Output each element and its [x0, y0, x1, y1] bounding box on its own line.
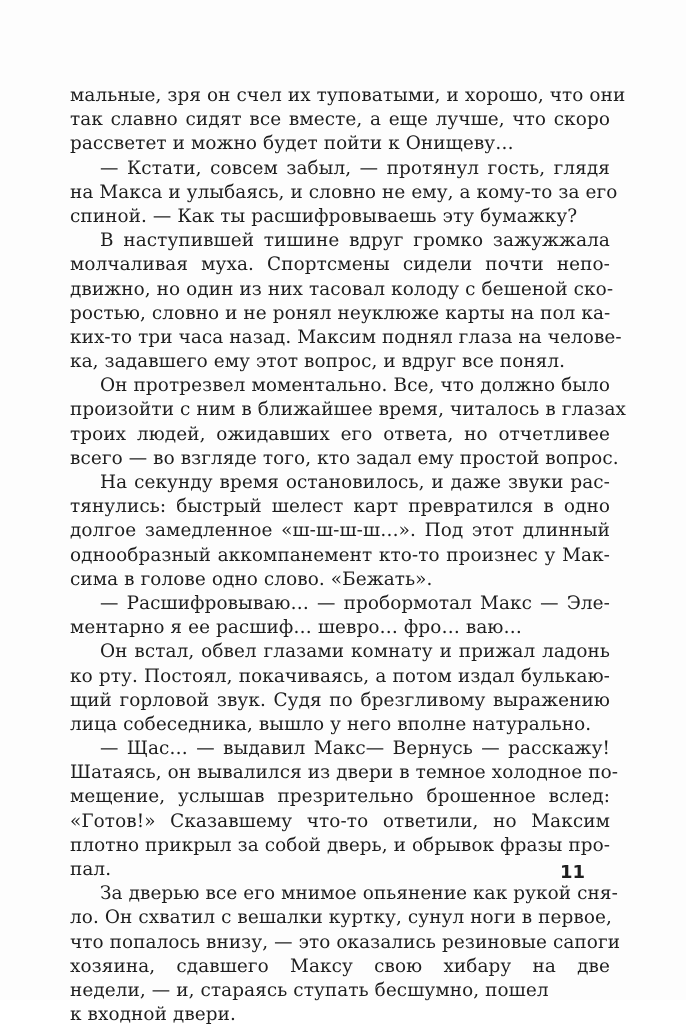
- text-line: что попалось внизу, — это оказались резиновые сапоги: [70, 931, 621, 953]
- text-line: Он протрезвел моментально. Все, что должно было: [100, 375, 610, 397]
- text-line: ростью, словно и не ронял неуклюже карты на пол ка-: [70, 302, 611, 324]
- text-line: мещение, услышав презрительно брошенное вслед:: [70, 786, 610, 808]
- text-line: на Макса и улыбаясь, и словно не ему, а кому-то за его: [70, 181, 618, 203]
- text-line: «Готов!» Сказавшему что-то ответили, но Максим: [70, 810, 610, 832]
- text-line: рассветет и можно будет пойти к Онищеву…: [70, 133, 514, 155]
- text-line: тянулись: быстрый шелест карт превратился в одно: [70, 496, 610, 518]
- text-line: За дверью все его мнимое опьянение как рукой сня-: [100, 883, 618, 905]
- text-line: всего — во взгляде того, кто задал ему простой вопрос.: [70, 447, 619, 469]
- text-line: — Расшифровываю… — пробормотал Макс — Эле-: [100, 592, 610, 614]
- text-line: произойти с ним в ближайшее время, читалось в глазах: [70, 399, 626, 421]
- text-line: так славно сидят все вместе, а еще лучше, что скоро: [70, 109, 610, 131]
- text-line: долгое замедленное «ш-ш-ш-ш…». Под этот длинный: [70, 520, 610, 542]
- text-line: сима в голове одно слово. «Бежать».: [70, 568, 433, 590]
- text-line: В наступившей тишине вдруг громко зажужжала: [100, 230, 610, 252]
- text-line: движно, но один из них тасовал колоду с бешеной ско-: [70, 278, 614, 300]
- text-line: Шатаясь, он вывалился из двери в темное холодное по-: [70, 762, 619, 784]
- body-text: [70, 84, 626, 1027]
- text-line: ло. Он схватил с вешалки куртку, сунул ноги в первое,: [70, 907, 612, 929]
- text-line: — Кстати, совсем забыл, — протянул гость, глядя: [100, 157, 610, 179]
- text-line: Он встал, обвел глазами комнату и прижал ладонь: [100, 641, 610, 663]
- text-line: недели, — и, стараясь ступать бесшумно, пошел: [70, 979, 549, 1001]
- text-line: к входной двери.: [70, 1004, 236, 1026]
- text-line: хозяина, сдавшего Максу свою хибару на две: [70, 955, 610, 977]
- text-line: — Щас… — выдавил Макс— Вернусь — расскажу!: [100, 738, 610, 760]
- text-line: плотно прикрыл за собой дверь, и обрывок фразы про-: [70, 834, 611, 856]
- text-line: лица собеседника, вышло у него вполне натурально.: [70, 713, 592, 735]
- page-number: 11: [560, 862, 586, 883]
- text-line: На секунду время остановилось, и даже звуки рас-: [100, 472, 610, 493]
- text-line: пал.: [70, 859, 112, 880]
- text-line: троих людей, ожидавших его ответа, но отчетливее: [70, 423, 610, 445]
- text-line: спиной. — Как ты расшифровываешь эту бумажку?: [70, 205, 578, 227]
- text-line: ких-то три часа назад. Максим поднял глаза на челове-: [70, 326, 622, 348]
- text-line: однообразный аккомпанемент кто-то произнес у Мак-: [70, 544, 610, 566]
- text-line: ка, задавшего ему этот вопрос, и вдруг все понял.: [70, 351, 566, 373]
- text-line: мальные, зря он счел их туповатыми, и хорошо, что они: [70, 85, 626, 106]
- text-line: молчаливая муха. Спортсмены сидели почти непо-: [70, 254, 610, 276]
- text-line: ко рту. Постоял, покачиваясь, а потом издал булькаю-: [70, 665, 610, 687]
- text-line: щий горловой звук. Судя по брезгливому выражению: [70, 689, 610, 711]
- text-line: ментарно я ее расшиф… шевро… фро… ваю…: [70, 617, 523, 639]
